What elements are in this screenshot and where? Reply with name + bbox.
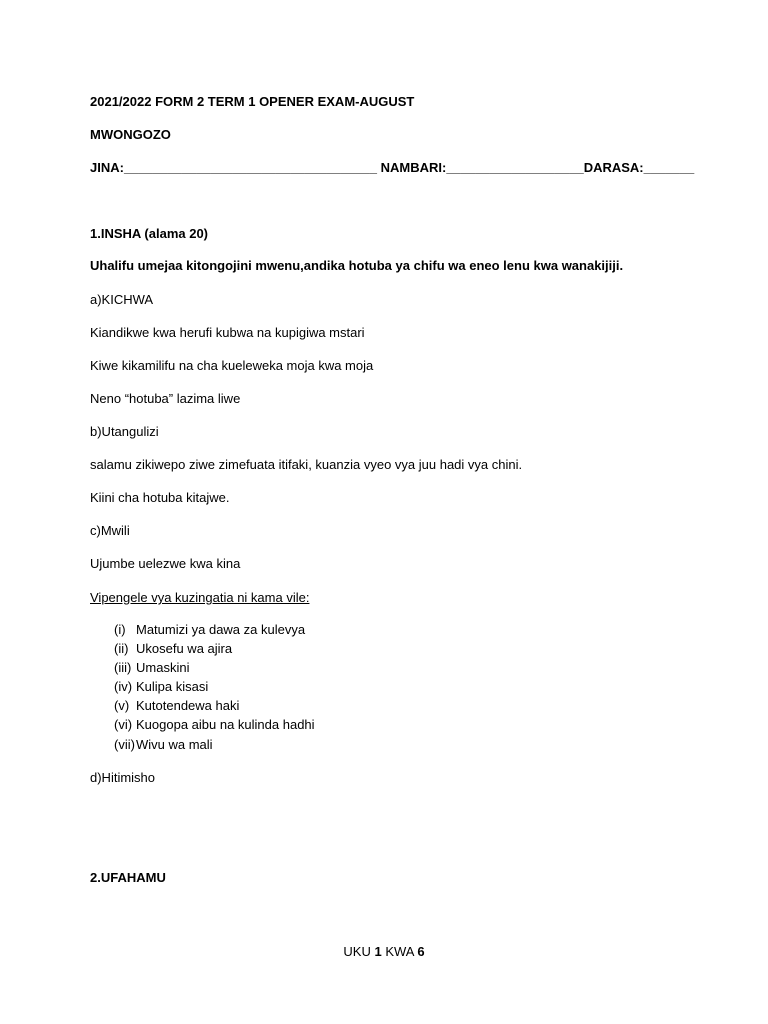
list-item-number: (vi) xyxy=(114,717,133,732)
list-item-text: Ukosefu wa ajira xyxy=(136,641,233,656)
list-item-number: (ii) xyxy=(114,641,129,656)
student-fields-line: JINA:___________________________________ NAMBARI:___________________DARASA:_______ xyxy=(90,160,695,175)
page-footer xyxy=(0,944,768,960)
list-item xyxy=(114,698,239,714)
kichwa-point: Neno “hotuba” lazima liwe xyxy=(90,391,241,406)
list-item xyxy=(114,660,189,676)
footer-middle: KWA xyxy=(381,944,418,959)
list-item xyxy=(114,679,208,695)
list-item-number: (iv) xyxy=(114,679,133,694)
kichwa-heading: a)KICHWA xyxy=(90,292,154,307)
list-item-text: Kulipa kisasi xyxy=(136,679,209,694)
footer-prefix: UKU xyxy=(343,944,375,959)
exam-title: 2021/2022 FORM 2 TERM 1 OPENER EXAM-AUGUST xyxy=(90,94,415,109)
essay-question: Uhalifu umejaa kitongojini mwenu,andika hotuba ya chifu wa eneo lenu kwa wanakijiji. xyxy=(90,258,624,273)
list-item-text: Wivu wa mali xyxy=(136,737,213,752)
utangulizi-point: salamu zikiwepo ziwe zimefuata itifaki, kuanzia vyeo vya juu hadi vya chini. xyxy=(90,457,523,472)
list-item xyxy=(114,622,305,638)
document-subtitle: MWONGOZO xyxy=(90,127,171,142)
list-item xyxy=(114,641,232,657)
list-item-text: Kuogopa aibu na kulinda hadhi xyxy=(136,717,315,732)
list-item xyxy=(114,737,213,753)
section-2-heading: 2.UFAHAMU xyxy=(90,870,166,885)
list-item-number: (vii) xyxy=(114,737,135,752)
list-item-text: Matumizi ya dawa za kulevya xyxy=(136,622,306,637)
list-item-number: (v) xyxy=(114,698,130,713)
footer-page-number: 1 xyxy=(374,944,382,959)
vipengele-heading: Vipengele vya kuzingatia ni kama vile: xyxy=(90,590,310,605)
list-item xyxy=(114,717,315,733)
section-1-heading: 1.INSHA (alama 20) xyxy=(90,226,209,241)
list-item-number: (iii) xyxy=(114,660,132,675)
mwili-heading: c)Mwili xyxy=(90,523,130,538)
hitimisho-heading: d)Hitimisho xyxy=(90,770,156,785)
kichwa-point: Kiwe kikamilifu na cha kueleweka moja kwa moja xyxy=(90,358,374,373)
mwili-point: Ujumbe uelezwe kwa kina xyxy=(90,556,241,571)
footer-total-pages: 6 xyxy=(417,944,425,959)
list-item-text: Umaskini xyxy=(136,660,190,675)
list-item-number: (i) xyxy=(114,622,126,637)
utangulizi-point: Kiini cha hotuba kitajwe. xyxy=(90,490,230,505)
utangulizi-heading: b)Utangulizi xyxy=(90,424,159,439)
list-item-text: Kutotendewa haki xyxy=(136,698,240,713)
kichwa-point: Kiandikwe kwa herufi kubwa na kupigiwa mstari xyxy=(90,325,365,340)
